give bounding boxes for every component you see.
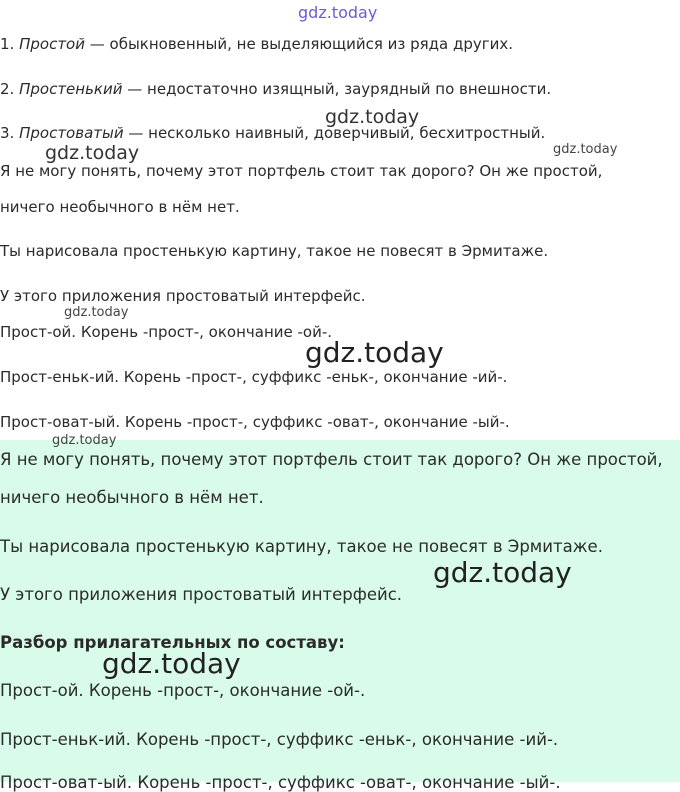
answer-morpheme-line-1: Прост-ой. Корень -прост-, окончание -ой-. [0,681,366,700]
answer-example-line-2: ничего необычного в нём нет. [0,488,264,507]
watermark: gdz.today [325,106,420,128]
morpheme-line-3: Прост-оват-ый. Корень -прост-, суффикс -оват-, окончание -ый-. [0,413,510,431]
answer-morpheme-line-3: Прост-оват-ый. Корень -прост-, суффикс -оват-, окончание -ый-. [0,773,561,792]
answer-example-line-4: У этого приложения простоватый интерфейс. [0,585,403,604]
definition-3: 3. Простоватый — несколько наивный, доверчивый, бесхитростный. [0,124,546,142]
morpheme-line-1: Прост-ой. Корень -прост-, окончание -ой-. [0,323,333,341]
example-line-3: Ты нарисовала простенькую картину, такое не повесят в Эрмитаже. [0,242,549,260]
watermark: gdz.today [553,142,618,157]
answer-heading: Разбор прилагательных по составу: [0,633,345,652]
morpheme-line-2: Прост-еньк-ий. Корень -прост-, суффикс -еньк-, окончание -ий-. [0,368,508,386]
example-line-2: ничего необычного в нём нет. [0,198,240,216]
watermark: gdz.today [64,305,129,320]
watermark-top: gdz.today [298,3,378,22]
watermark: gdz.today [45,142,140,164]
watermark: gdz.today [433,556,572,589]
watermark: gdz.today [305,336,444,369]
definition-2: 2. Простенький — недостаточно изящный, заурядный по внешности. [0,80,552,98]
answer-example-line-1: Я не могу понять, почему этот портфель стоит так дорого? Он же простой, [0,450,663,469]
example-line-1: Я не могу понять, почему этот портфель стоит так дорого? Он же простой, [0,162,603,180]
answer-example-line-3: Ты нарисовала простенькую картину, такое не повесят в Эрмитаже. [0,537,603,556]
watermark: gdz.today [102,647,241,680]
answer-morpheme-line-2: Прост-еньк-ий. Корень -прост-, суффикс -еньк-, окончание -ий-. [0,730,559,749]
definition-1: 1. Простой — обыкновенный, не выделяющийся из ряда других. [0,35,514,53]
example-line-4: У этого приложения простоватый интерфейс. [0,287,366,305]
watermark: gdz.today [52,433,117,448]
